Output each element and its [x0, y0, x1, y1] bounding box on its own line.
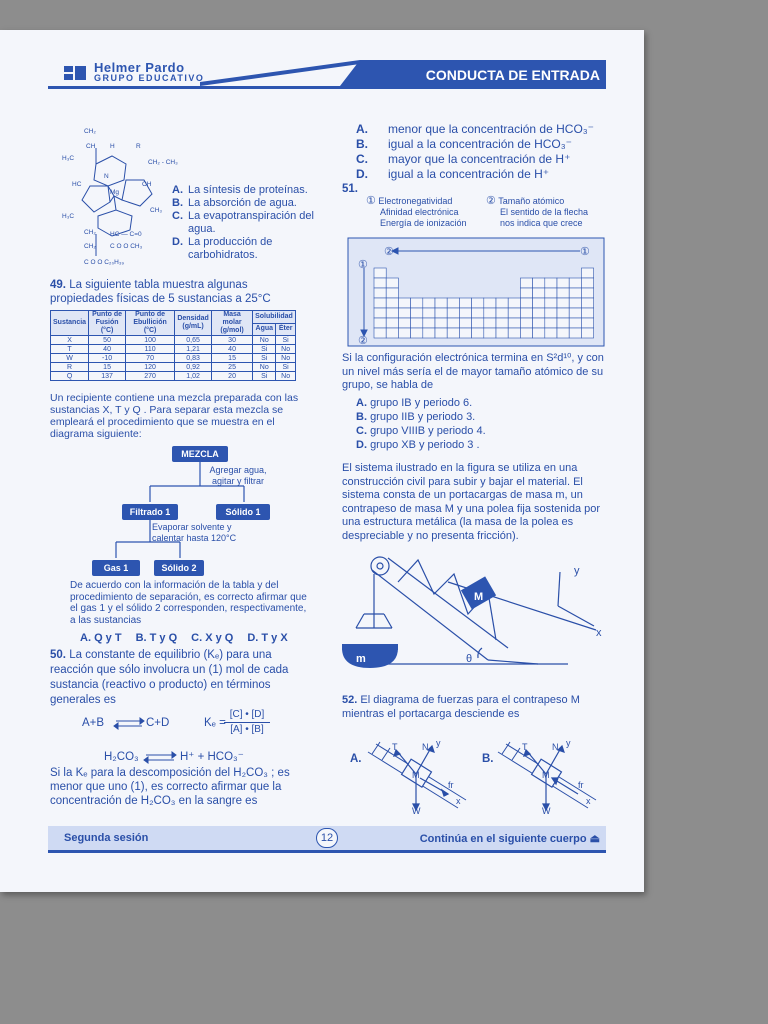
mol-label: N — [104, 173, 109, 180]
periodic-cell — [496, 328, 508, 338]
q51-options — [356, 396, 596, 452]
brand-subtitle: GRUPO EDUCATIVO — [94, 73, 205, 83]
force-label: M — [542, 770, 550, 780]
table-cell: 110 — [126, 345, 175, 354]
table-cell: Si — [276, 363, 295, 372]
table-cell: 50 — [89, 336, 126, 345]
periodic-cell — [423, 308, 435, 318]
periodic-cell — [545, 328, 557, 338]
table-cell: 0,92 — [175, 363, 212, 372]
q48-option-d[interactable]: D. La producción de carbohidratos. — [172, 236, 273, 261]
q50-number: 50. — [50, 649, 66, 661]
mol-label: C O O CH₃ — [110, 243, 143, 250]
q51-number: 51. — [342, 183, 358, 195]
table-cell: 120 — [126, 363, 175, 372]
periodic-cell — [447, 328, 459, 338]
q51-option-b[interactable]: B. grupo IIB y periodo 3. — [356, 411, 476, 423]
page-number: 12 — [316, 828, 338, 848]
eq2-right: H⁺ + HCO₃⁻ — [180, 751, 244, 763]
q51-option-c[interactable]: C. grupo VIIIB y periodo 4. — [356, 425, 486, 437]
periodic-cell — [459, 328, 471, 338]
force-diagram-b[interactable] — [496, 738, 608, 814]
table-cell: 1,02 — [175, 372, 212, 381]
continue-label: Continúa en el siguiente cuerpo ⏏ — [419, 833, 600, 845]
force-label: W — [542, 806, 551, 816]
q51-option-a[interactable]: A. grupo IB y periodo 6. — [356, 397, 473, 409]
equilibrium-arrows-icon — [114, 716, 144, 730]
periodic-cell — [411, 318, 423, 328]
periodic-cell — [472, 298, 484, 308]
periodic-cell — [386, 278, 398, 288]
periodic-cell — [484, 328, 496, 338]
force-label: T — [522, 742, 528, 752]
mol-label: HC — [72, 181, 82, 188]
q49-option-b[interactable]: B. T y Q — [135, 632, 178, 644]
table-cell: Si — [253, 345, 276, 354]
table-row — [51, 354, 296, 363]
periodic-cell — [581, 328, 593, 338]
q49-number: 49. — [50, 279, 66, 291]
q52-number: 52. — [342, 694, 358, 706]
periodic-cell — [374, 288, 386, 298]
arrow-label-1: ① — [580, 246, 590, 258]
solido1-box: Sólido 1 — [216, 504, 270, 520]
periodic-cell — [545, 288, 557, 298]
force-label: M — [412, 770, 420, 780]
q52-option-b-letter[interactable]: B. — [482, 753, 494, 765]
q51-stem: Si la configuración electrónica termina en S²d¹⁰, y con un nivel más sería el de mayor tamaño atómico de su grupo, se habla de — [342, 352, 604, 391]
periodic-cell — [447, 308, 459, 318]
mol-label: CH₃ — [150, 207, 163, 214]
periodic-cell — [520, 308, 532, 318]
q51-legend-1: ① Electronegatividad Afinidad electrónica Energía de ionización — [366, 195, 467, 228]
periodic-cell — [520, 298, 532, 308]
periodic-cell — [484, 308, 496, 318]
table-row — [51, 372, 296, 381]
periodic-cell — [374, 278, 386, 288]
periodic-cell — [508, 308, 520, 318]
periodic-cell — [374, 308, 386, 318]
eq2-left: H₂CO₃ — [104, 751, 139, 763]
q50-option-a[interactable]: A. menor que la concentración de HCO₃⁻ — [356, 122, 594, 136]
periodic-cell — [508, 318, 520, 328]
table-row — [51, 336, 296, 345]
table-cell: 100 — [126, 336, 175, 345]
force-label: x — [456, 796, 461, 806]
periodic-cell — [557, 308, 569, 318]
periodic-cell — [423, 298, 435, 308]
table-subheader: Agua — [253, 323, 276, 336]
table-cell: 70 — [126, 354, 175, 363]
arrow-label-1: ① — [358, 259, 368, 271]
table-header: Densidad (g/mL) — [175, 311, 212, 336]
table-cell: Si — [253, 354, 276, 363]
eq1-left: A+B — [82, 717, 105, 729]
q49-option-c[interactable]: C. X y Q — [191, 632, 234, 644]
periodic-cell — [581, 268, 593, 278]
table-cell: No — [253, 363, 276, 372]
table-header: Punto de Fusión (°C) — [89, 311, 126, 336]
q50-options — [356, 122, 606, 182]
arrow-label-2: ② — [358, 335, 368, 347]
force-label: fr — [578, 780, 584, 790]
mol-label: Mg — [110, 189, 120, 196]
periodic-cell — [398, 308, 410, 318]
periodic-cell — [472, 308, 484, 318]
periodic-cell — [545, 278, 557, 288]
periodic-cell — [386, 318, 398, 328]
periodic-cell — [581, 308, 593, 318]
periodic-table-diagram — [348, 238, 604, 346]
q50-question: Si la Kₑ para la descomposición del H₂CO₃ ; es menor que uno (1), es correcto afirmar que la concentración de H₂CO₃ en la sangre es — [50, 767, 290, 807]
table-header: Punto de Ebullición (°C) — [126, 311, 175, 336]
periodic-cell — [459, 298, 471, 308]
table-cell: W — [51, 354, 89, 363]
periodic-cell — [545, 298, 557, 308]
table-subheader: Éter — [276, 323, 295, 336]
session-label: Segunda sesión — [64, 832, 149, 844]
q50-option-b[interactable]: B. igual a la concentración de HCO₃⁻ — [356, 137, 572, 151]
mol-label: CH₂ — [84, 243, 96, 250]
periodic-cell — [386, 308, 398, 318]
mol-label: CH — [86, 143, 96, 150]
periodic-cell — [533, 318, 545, 328]
periodic-cell — [569, 328, 581, 338]
q48-option-c[interactable]: C. La evapotranspiración del agua. — [172, 210, 314, 235]
force-diagram-a[interactable] — [366, 738, 478, 814]
gas1-box: Gas 1 — [92, 560, 140, 576]
periodic-cell — [435, 298, 447, 308]
mol-label: R — [136, 143, 141, 150]
table-cell: -10 — [89, 354, 126, 363]
periodic-cell — [545, 318, 557, 328]
section-title: CONDUCTA DE ENTRADA — [425, 67, 600, 83]
periodic-cell — [557, 288, 569, 298]
periodic-cell — [411, 308, 423, 318]
periodic-cell — [398, 318, 410, 328]
keq-numerator: [C] • [D] — [224, 708, 270, 723]
eq1-right: C+D — [146, 717, 170, 729]
periodic-cell — [533, 278, 545, 288]
table-cell: No — [276, 372, 295, 381]
mol-label: C O O C₂₀H₃₉ — [84, 259, 125, 266]
brand-logo-icon — [64, 66, 86, 80]
periodic-cell — [520, 288, 532, 298]
table-cell: 15 — [89, 363, 126, 372]
periodic-cell — [374, 328, 386, 338]
step1-label: Agregar agua, agitar y filtrar — [209, 465, 267, 486]
table-cell: 20 — [212, 372, 253, 381]
periodic-cell — [557, 318, 569, 328]
periodic-cell — [520, 318, 532, 328]
periodic-cell — [386, 328, 398, 338]
periodic-cell — [484, 318, 496, 328]
q50-option-c[interactable]: C. mayor que la concentración de H⁺ — [356, 152, 571, 166]
x-axis-label: x — [596, 627, 602, 639]
mol-label: CH₂ - CH₃ — [148, 159, 178, 166]
q49-stem: 49. La siguiente tabla muestra algunas propiedades físicas de 5 sustancias a 25°C — [50, 279, 271, 305]
table-cell: 137 — [89, 372, 126, 381]
table-row — [51, 363, 296, 372]
periodic-cell — [472, 328, 484, 338]
table-cell: No — [276, 345, 295, 354]
force-label: N — [422, 742, 429, 752]
keq-denominator: [A] • [B] — [230, 724, 264, 735]
force-label: y — [436, 738, 441, 748]
table-header: Sustancia — [51, 311, 89, 336]
periodic-cell — [411, 328, 423, 338]
crane-system-figure — [338, 552, 606, 674]
force-label: y — [566, 738, 571, 748]
periodic-cell — [398, 328, 410, 338]
periodic-cell — [520, 278, 532, 288]
periodic-cell — [386, 288, 398, 298]
q51-legend-2: ② Tamaño atómico El sentido de la flecha nos indica que crece — [486, 195, 589, 228]
mol-label: CH₂ — [84, 128, 96, 135]
periodic-cell — [374, 318, 386, 328]
table-row — [51, 345, 296, 354]
mol-label: HC — C=0 — [110, 231, 142, 238]
q52-stem: 52. El diagrama de fuerzas para el contrapeso M mientras el portacarga desciende es — [342, 694, 580, 720]
periodic-cell — [545, 308, 557, 318]
table-cell: Si — [253, 372, 276, 381]
periodic-cell — [557, 298, 569, 308]
periodic-cell — [447, 298, 459, 308]
periodic-cell — [484, 298, 496, 308]
q51-option-d[interactable]: D. grupo XB y periodo 3 . — [356, 439, 480, 451]
filtrado1-box: Filtrado 1 — [122, 504, 178, 520]
periodic-cell — [386, 298, 398, 308]
periodic-cell — [533, 308, 545, 318]
table-cell: No — [276, 354, 295, 363]
q49-option-d[interactable]: D. T y X — [247, 632, 288, 644]
periodic-cell — [508, 298, 520, 308]
table-cell: 30 — [212, 336, 253, 345]
periodic-cell — [533, 288, 545, 298]
header-rule — [48, 86, 606, 89]
periodic-cell — [459, 318, 471, 328]
mass-M-label: M — [474, 591, 484, 603]
y-axis-label: y — [574, 565, 580, 577]
table-header: Solubilidad — [253, 311, 296, 324]
arrow-label-2: ② — [384, 246, 394, 258]
table-cell: T — [51, 345, 89, 354]
periodic-cell — [472, 318, 484, 328]
force-label: x — [586, 796, 591, 806]
periodic-cell — [581, 298, 593, 308]
periodic-cell — [374, 298, 386, 308]
periodic-cell — [447, 318, 459, 328]
force-label: W — [412, 806, 421, 816]
periodic-cell — [569, 318, 581, 328]
periodic-cell — [459, 308, 471, 318]
periodic-cell — [496, 318, 508, 328]
periodic-cell — [374, 268, 386, 278]
table-cell: 0,65 — [175, 336, 212, 345]
equilibrium-arrows-icon — [144, 750, 176, 764]
keq-label: Kₑ = — [204, 717, 226, 729]
mol-label: CH₂ — [84, 229, 96, 236]
force-label: fr — [448, 780, 454, 790]
periodic-cell — [533, 328, 545, 338]
periodic-cell — [569, 278, 581, 288]
periodic-cell — [423, 328, 435, 338]
periodic-cell — [569, 298, 581, 308]
periodic-cell — [411, 298, 423, 308]
q49-properties-table-wrap — [50, 310, 296, 381]
q52-option-a-letter[interactable]: A. — [350, 753, 362, 765]
periodic-cell — [496, 298, 508, 308]
table-cell: 1,21 — [175, 345, 212, 354]
periodic-cell — [496, 308, 508, 318]
force-label: T — [392, 742, 398, 752]
force-label: N — [552, 742, 559, 752]
table-cell: 25 — [212, 363, 253, 372]
footer-rule — [48, 850, 606, 853]
periodic-cell — [435, 328, 447, 338]
q48-option-b[interactable]: B. La absorción de agua. — [172, 197, 297, 209]
q49-properties-table — [50, 310, 296, 381]
mezcla-box: MEZCLA — [172, 446, 228, 462]
q50-option-d[interactable]: D. igual a la concentración de H⁺ — [356, 167, 550, 181]
chlorophyll-structure — [60, 124, 178, 270]
q48-options — [172, 184, 316, 262]
periodic-cell — [581, 288, 593, 298]
table-cell: No — [253, 336, 276, 345]
table-header: Masa molar (g/mol) — [212, 311, 253, 336]
table-cell: 0,83 — [175, 354, 212, 363]
table-cell: Q — [51, 372, 89, 381]
angle-theta-label: θ — [466, 653, 473, 665]
periodic-cell — [508, 328, 520, 338]
q49-question: De acuerdo con la información de la tabla y del procedimiento de separación, es correcto afirmar que el gas 1 y el sólido 2 corresponden, respectivamente, a las sustancias — [70, 580, 307, 626]
periodic-cell — [533, 298, 545, 308]
step2-label: Evaporar solvente y calentar hasta 120°C — [152, 522, 237, 543]
table-cell: 40 — [89, 345, 126, 354]
periodic-cell — [520, 328, 532, 338]
periodic-cell — [557, 278, 569, 288]
q50-stem: 50. La constante de equilibrio (Kₑ) para una reacción que sólo involucra un (1) mol de cada sustancia (reactivo o producto) en términos generales es — [50, 649, 289, 706]
q49-options — [80, 632, 320, 645]
table-cell: 15 — [212, 354, 253, 363]
table-cell: R — [51, 363, 89, 372]
solido2-box: Sólido 2 — [154, 560, 204, 576]
table-cell: 40 — [212, 345, 253, 354]
mass-m-label: m — [356, 653, 366, 665]
periodic-cell — [435, 308, 447, 318]
q52-context: El sistema ilustrado en la figura se utiliza en una construcción civil para subir y bajar el material. El sistema consta de un portacargas de masa m, un contrapeso de masa M y una polea fija sostenida por una estructura metálica (la masa de la polea es despreciable y no presenta fricción). — [342, 462, 601, 542]
periodic-cell — [557, 328, 569, 338]
table-cell: 270 — [126, 372, 175, 381]
periodic-cell — [581, 278, 593, 288]
periodic-cell — [423, 318, 435, 328]
table-cell: X — [51, 336, 89, 345]
mol-label: H₃C — [62, 155, 75, 162]
mol-label: CH — [142, 181, 152, 188]
mol-label: H₃C — [62, 213, 75, 220]
table-cell: Si — [276, 336, 295, 345]
q48-option-a[interactable]: A. La síntesis de proteínas. — [172, 184, 308, 196]
brand-name: Helmer Pardo — [94, 60, 185, 75]
q49-procedure-text: Un recipiente contiene una mezcla preparada con las sustancias X, T y Q . Para separar esta mezcla se empleará el procedimiento que se muestra en el diagrama siguiente: — [50, 392, 299, 440]
periodic-cell — [569, 308, 581, 318]
mol-label: H — [110, 143, 115, 150]
q49-option-a[interactable]: A. Q y T — [80, 632, 122, 644]
periodic-cell — [398, 298, 410, 308]
periodic-cell — [569, 288, 581, 298]
periodic-cell — [581, 318, 593, 328]
periodic-cell — [435, 318, 447, 328]
